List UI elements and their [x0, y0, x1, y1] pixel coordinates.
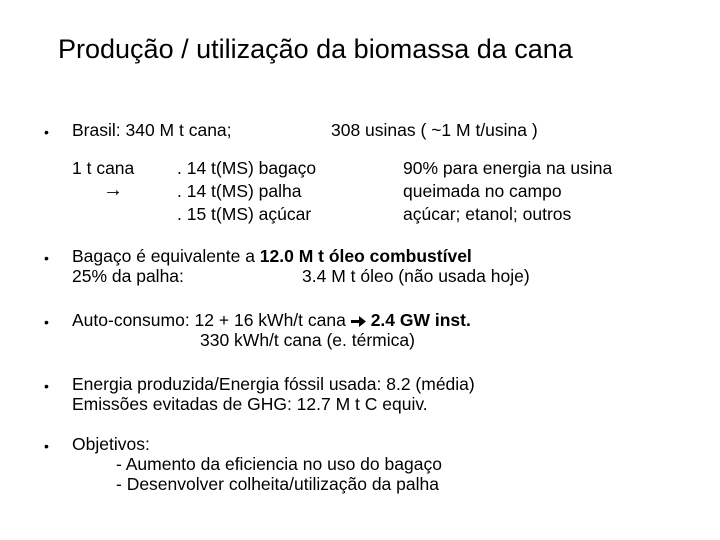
bullet-marker: • [44, 438, 49, 454]
bagaco-equivalence-text: Bagaço é equivalente a [72, 246, 260, 266]
objective-item: - Aumento da eficiencia no uso do bagaço [116, 454, 442, 474]
bullet-marker: • [44, 314, 49, 330]
product-item: . 14 t(MS) bagaço [177, 158, 317, 178]
product-item: . 15 t(MS) açúcar [177, 204, 312, 224]
objectives-heading: Objetivos: [72, 434, 150, 454]
bagaco-equivalence-line [72, 246, 472, 267]
bullet-marker: • [44, 250, 49, 266]
usinas-count-text: 308 usinas ( ~1 M t/usina ) [331, 120, 538, 140]
objective-item: - Desenvolver colheita/utilização da palha [116, 474, 439, 494]
product-item: . 14 t(MS) palha [177, 181, 302, 201]
auto-consumo-text: Auto-consumo: 12 + 16 kWh/t cana [72, 310, 351, 330]
brasil-production-text: Brasil: 340 M t cana; [72, 120, 232, 140]
palha-oil-value: 3.4 M t óleo (não usada hoje) [302, 266, 530, 286]
ghg-emissions-text: Emissões evitadas de GHG: 12.7 M t C equiv. [72, 394, 428, 414]
palha-share-label: 25% da palha: [72, 266, 184, 286]
auto-consumo-line [72, 310, 471, 331]
bullet-marker: • [44, 124, 49, 140]
slide-title: Produção / utilização da biomassa da cana [58, 34, 573, 64]
cana-unit-label: 1 t cana [72, 158, 135, 178]
use-item: queimada no campo [403, 181, 562, 201]
bullet-marker: • [44, 378, 49, 394]
use-item: açúcar; etanol; outros [403, 204, 572, 224]
cana-arrow-icon: → [103, 179, 123, 201]
energy-ratio-text: Energia produzida/Energia fóssil usada: 8.2 (média) [72, 374, 475, 394]
bagaco-oil-value: 12.0 M t óleo combustível [259, 246, 472, 266]
use-item: 90% para energia na usina [403, 158, 613, 178]
installed-power-value: 2.4 GW inst. [370, 310, 471, 330]
right-arrow-icon [351, 316, 366, 327]
thermal-energy-text: 330 kWh/t cana (e. térmica) [200, 330, 415, 350]
